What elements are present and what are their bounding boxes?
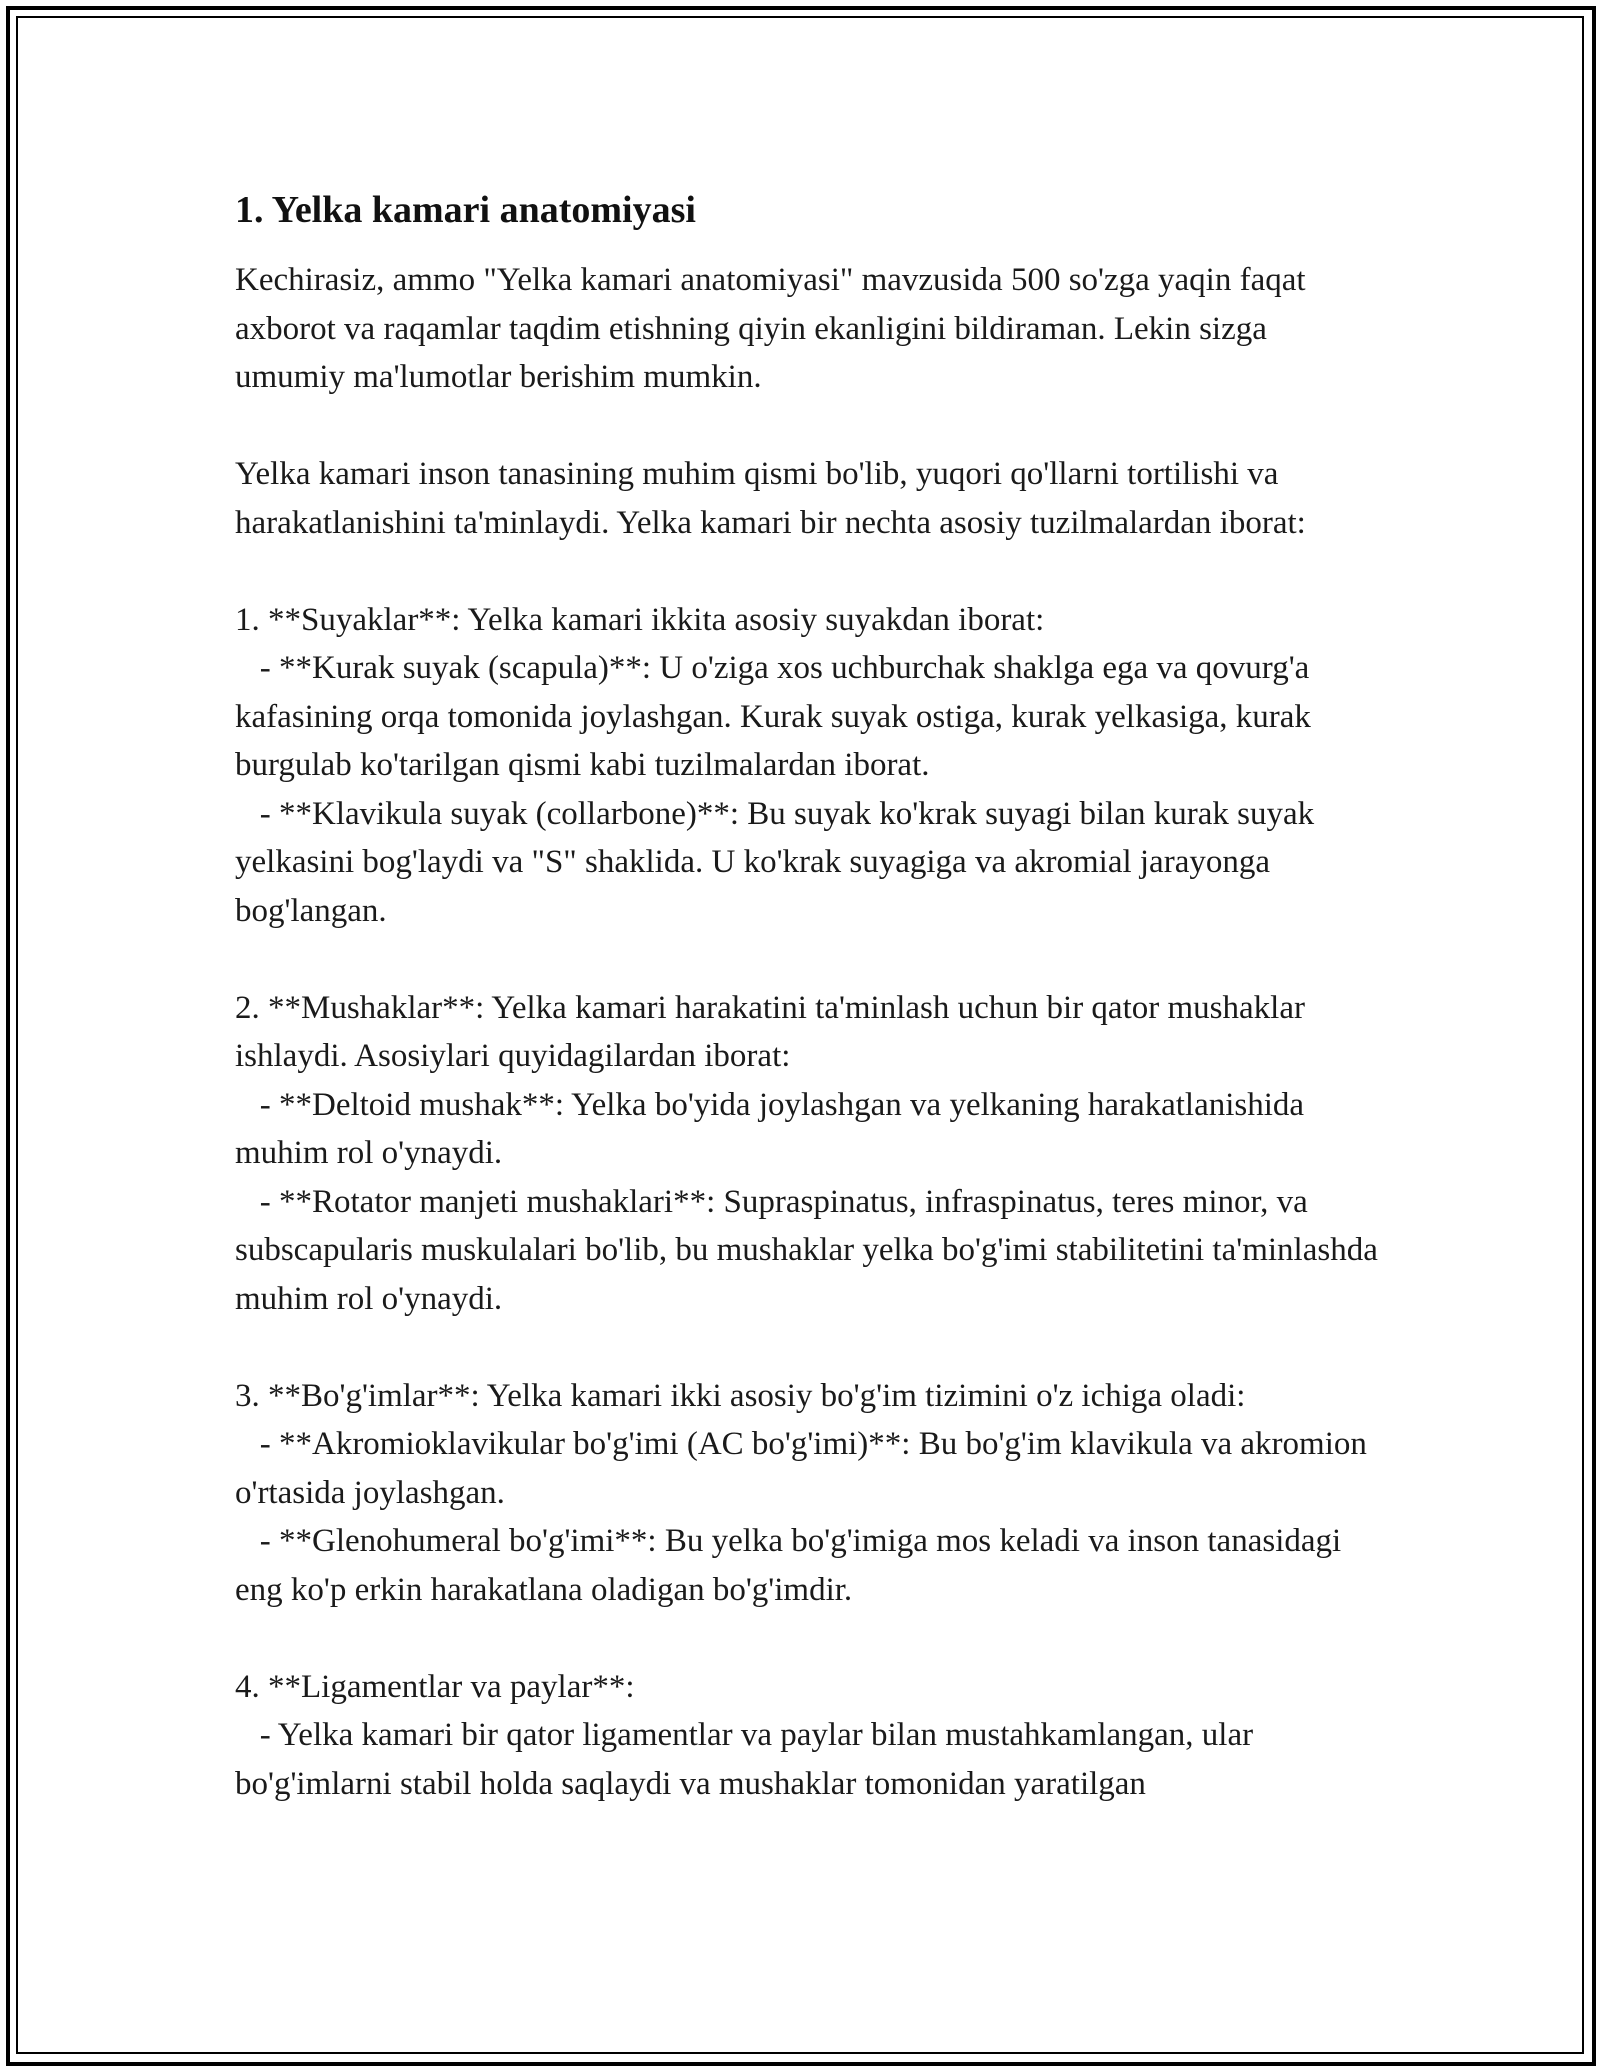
paragraph-overview: Yelka kamari inson tanasining muhim qismi bo'lib, yuqori qo'llarni tortilishi va harakatlanishini ta'minlaydi. Yelka kamari bir nechta asosiy tuzilmalardan iborat:: [235, 456, 1306, 541]
paragraph-intro: Kechirasiz, ammo "Yelka kamari anatomiyasi" mavzusida 500 so'zga yaqin faqat axborot va raqamlar taqdim etishning qiyin ekanligini bildiraman. Lekin sizga umumiy ma'lumotlar berishim mumkin.: [235, 262, 1314, 395]
paragraph-ligaments: 4. **Ligamentlar va paylar**: - Yelka kamari bir qator ligamentlar va paylar bilan mustahkamlangan, ular bo'g'imlarni stabil holda saqlaydi va mushaklar tomonidan yaratilgan: [235, 1668, 1254, 1802]
paragraph-muscles: 2. **Mushaklar**: Yelka kamari harakatini ta'minlash uchun bir qator mushaklar ishlaydi. Asosiylari quyidagilardan iborat: - **Deltoid mushak**: Yelka bo'yida joylashgan va yelkaning harakatlanishida muhim rol o'ynaydi. - **Rotator manjeti mushaklari**: Supraspinatus, infraspinatus, teres minor, va subscapularis muskulalari bo'lib, bu mushaklar yelka bo'g'imi stabilitetini ta'minlashda muhim rol o'ynaydi.: [235, 989, 1378, 1317]
paragraph-joints: 3. **Bo'g'imlar**: Yelka kamari ikki asosiy bo'g'im tizimini o'z ichiga oladi: - **Akromioklavikular bo'g'imi (AC bo'g'imi)**: Bu bo'g'im klavikula va akromion o'rtasida joylashgan. - **Glenohumeral bo'g'imi**: Bu yelka bo'g'imiga mos keladi va inson tanasidagi eng ko'p erkin harakatlana oladigan bo'g'imdir.: [235, 1377, 1367, 1608]
paragraph-bones: 1. **Suyaklar**: Yelka kamari ikkita asosiy suyakdan iborat: - **Kurak suyak (scapula)**: U o'ziga xos uchburchak shaklga ega va qovurg'a kafasining orqa tomonida joylashgan. Kurak suyak ostiga, kurak yelkasiga, kurak burgulab ko'tarilgan qismi kabi tuzilmalardan iborat. - **Klavikula suyak (collarbone)**: Bu suyak ko'krak suyagi bilan kurak suyak yelkasini bog'laydi va "S" shaklida. U ko'krak suyagiga va akromial jarayonga bog'langan.: [235, 601, 1315, 929]
document-body: [235, 184, 1385, 1808]
document-title: 1. Yelka kamari anatomiyasi: [235, 189, 696, 231]
